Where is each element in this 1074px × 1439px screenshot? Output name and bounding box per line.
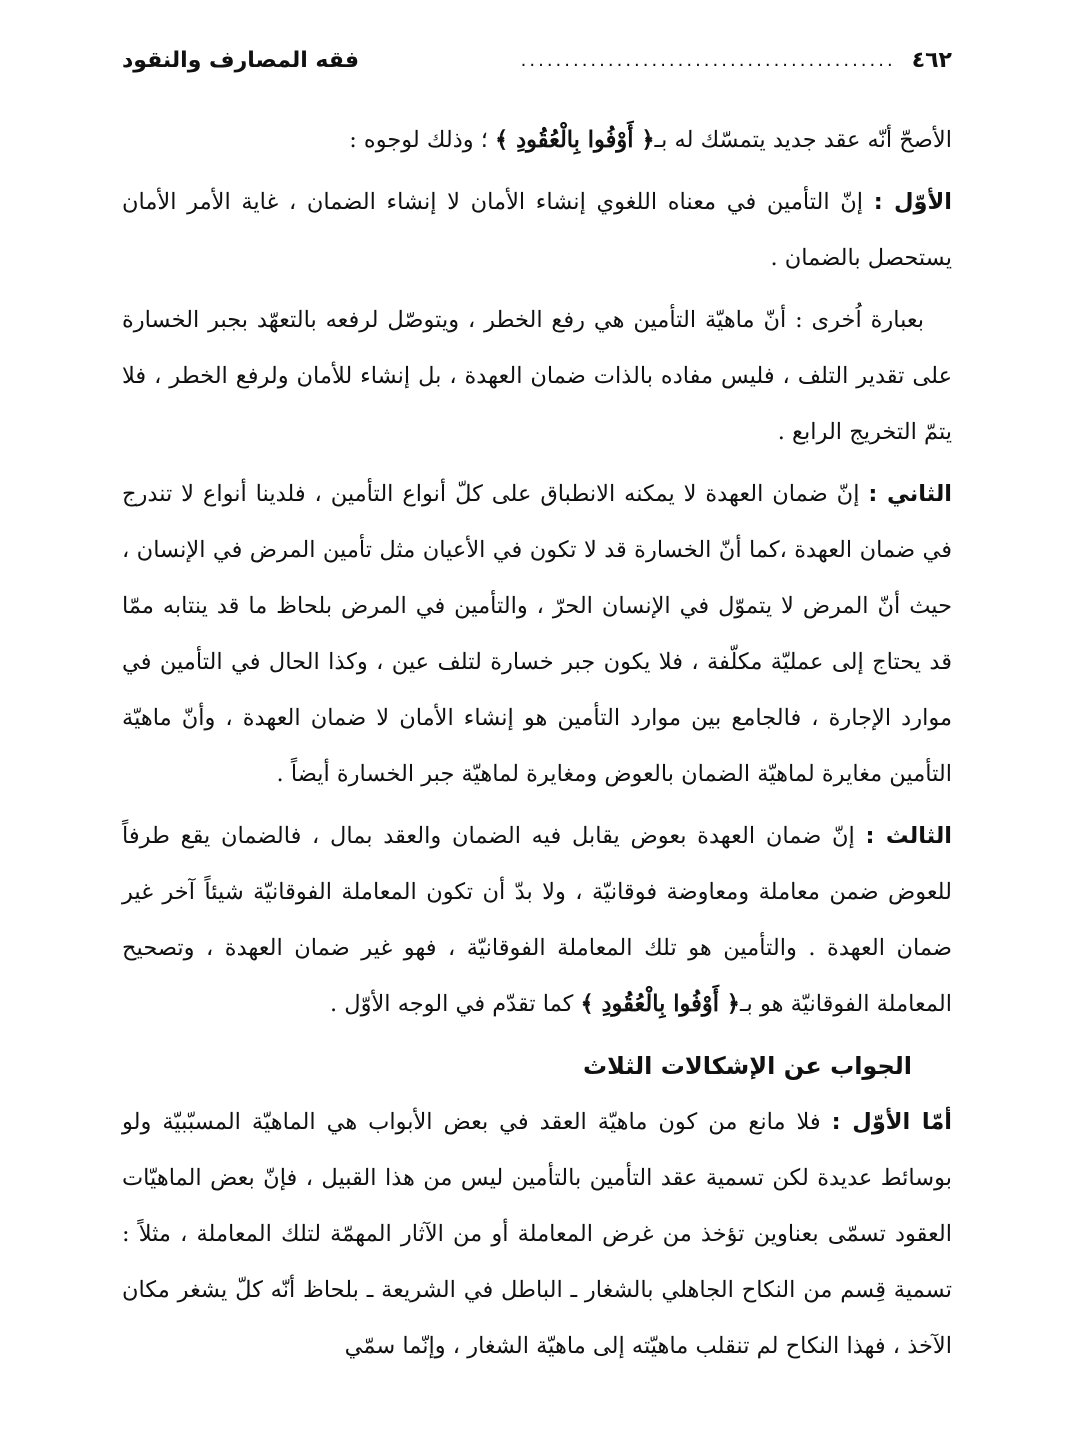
paragraph-first-reason bbox=[122, 174, 952, 286]
paragraph-text: إنّ ضمان العهدة لا يمكنه الانطباق على كلّ أنواع التأمين ، فلدينا أنواع لا تندرج في ضمان العهدة ،كما أنّ الخسارة قد لا تكون في الأعيان مثل تأمين المرض في الإنسان ، حيث أنّ المرض لا يتموّل في الإنسان الحرّ ، والتأمين في المرض بلحاظ ما قد ينتابه ممّا قد يحتاج إلى عمليّة مكلّفة ، فلا يكون جبر خسارة لتلف عين ، وكذا الحال في التأمين في موارد الإجارة ، فالجامع بين موارد التأمين هو إنشاء الأمان لا ضمان العهدة ، وأنّ ماهيّة التأمين مغايرة لماهيّة الضمان بالعوض ومغايرة لماهيّة جبر الخسارة أيضاً . bbox=[122, 481, 952, 787]
intro-text: الأصحّ أنّه عقد جديد يتمسّك له بـ bbox=[654, 127, 952, 153]
page-header bbox=[122, 40, 952, 80]
intro-paragraph bbox=[122, 112, 952, 168]
page-number: ٤٦٢ bbox=[911, 47, 952, 73]
paragraph-text-end: كما تقدّم في الوجه الأوّل . bbox=[329, 991, 581, 1017]
paragraph-text: فلا مانع من كون ماهيّة العقد في بعض الأبواب هي الماهيّة المسبّبيّة ولو بوسائط عديدة لكن تسمية عقد التأمين بالتأمين ليس من هذا القبيل ، فإنّ بعض الماهيّات العقود تسمّى بعناوين تؤخذ من غرض المعاملة أو من الآثار المهمّة لتلك المعاملة ، مثلاً : تسمية قِسم من النكاح الجاهلي بالشغار ـ الباطل في الشريعة ـ بلحاظ أنّه كلّ يشغر مكان الآخذ ، فهذا النكاح لم تنقلب ماهيّته إلى ماهيّة الشغار ، وإنّما سمّي bbox=[122, 1109, 952, 1359]
paragraph-answer-first bbox=[122, 1094, 952, 1374]
paragraph-other-words bbox=[122, 292, 952, 460]
term-answer-first: أمّا الأوّل : bbox=[831, 1109, 953, 1135]
page-body bbox=[122, 112, 952, 1380]
paragraph-second-reason bbox=[122, 466, 952, 802]
running-title: فقه المصارف والنقود bbox=[122, 47, 359, 73]
header-leader-dots: ........................................... bbox=[520, 49, 896, 71]
section-heading: الجواب عن الإشكالات الثلاث bbox=[582, 1052, 912, 1080]
paragraph-text: بعبارة اُخرى : أنّ ماهيّة التأمين هي رفع الخطر ، ويتوصّل لرفعه بالتعهّد بجبر الخسارة على تقدير التلف ، فليس مفاده بالذات ضمان العهدة ، بل إنشاء للأمان ولرفع الخطر ، فلا يتمّ التخريج الرابع . bbox=[122, 307, 952, 445]
quran-quote: ﴿ أَوْفُوا بِالْعُقُودِ ﴾ bbox=[495, 127, 655, 153]
intro-text-end: ؛ وذلك لوجوه : bbox=[349, 127, 496, 153]
term-third: الثالث : bbox=[865, 823, 952, 849]
paragraph-text: إنّ التأمين في معناه اللغوي إنشاء الأمان لا إنشاء الضمان ، غاية الأمر الأمان يستحصل بالضمان . bbox=[122, 189, 952, 271]
quran-quote: ﴿ أَوْفُوا بِالْعُقُودِ ﴾ bbox=[580, 991, 740, 1017]
term-second: الثاني : bbox=[868, 481, 952, 507]
term-first: الأوّل : bbox=[873, 189, 952, 215]
paragraph-third-reason bbox=[122, 808, 952, 1032]
paragraph-text: إنّ ضمان العهدة بعوض يقابل فيه الضمان والعقد بمال ، فالضمان يقع طرفاً للعوض ضمن معاملة ومعاوضة فوقانيّة ، ولا بدّ أن تكون المعاملة الفوقانيّة شيئاً آخر غير ضمان العهدة . والتأمين هو تلك المعاملة الفوقانيّة ، فهو غير ضمان العهدة ، وتصحيح المعاملة الفوقانيّة هو بـ bbox=[122, 823, 952, 1017]
